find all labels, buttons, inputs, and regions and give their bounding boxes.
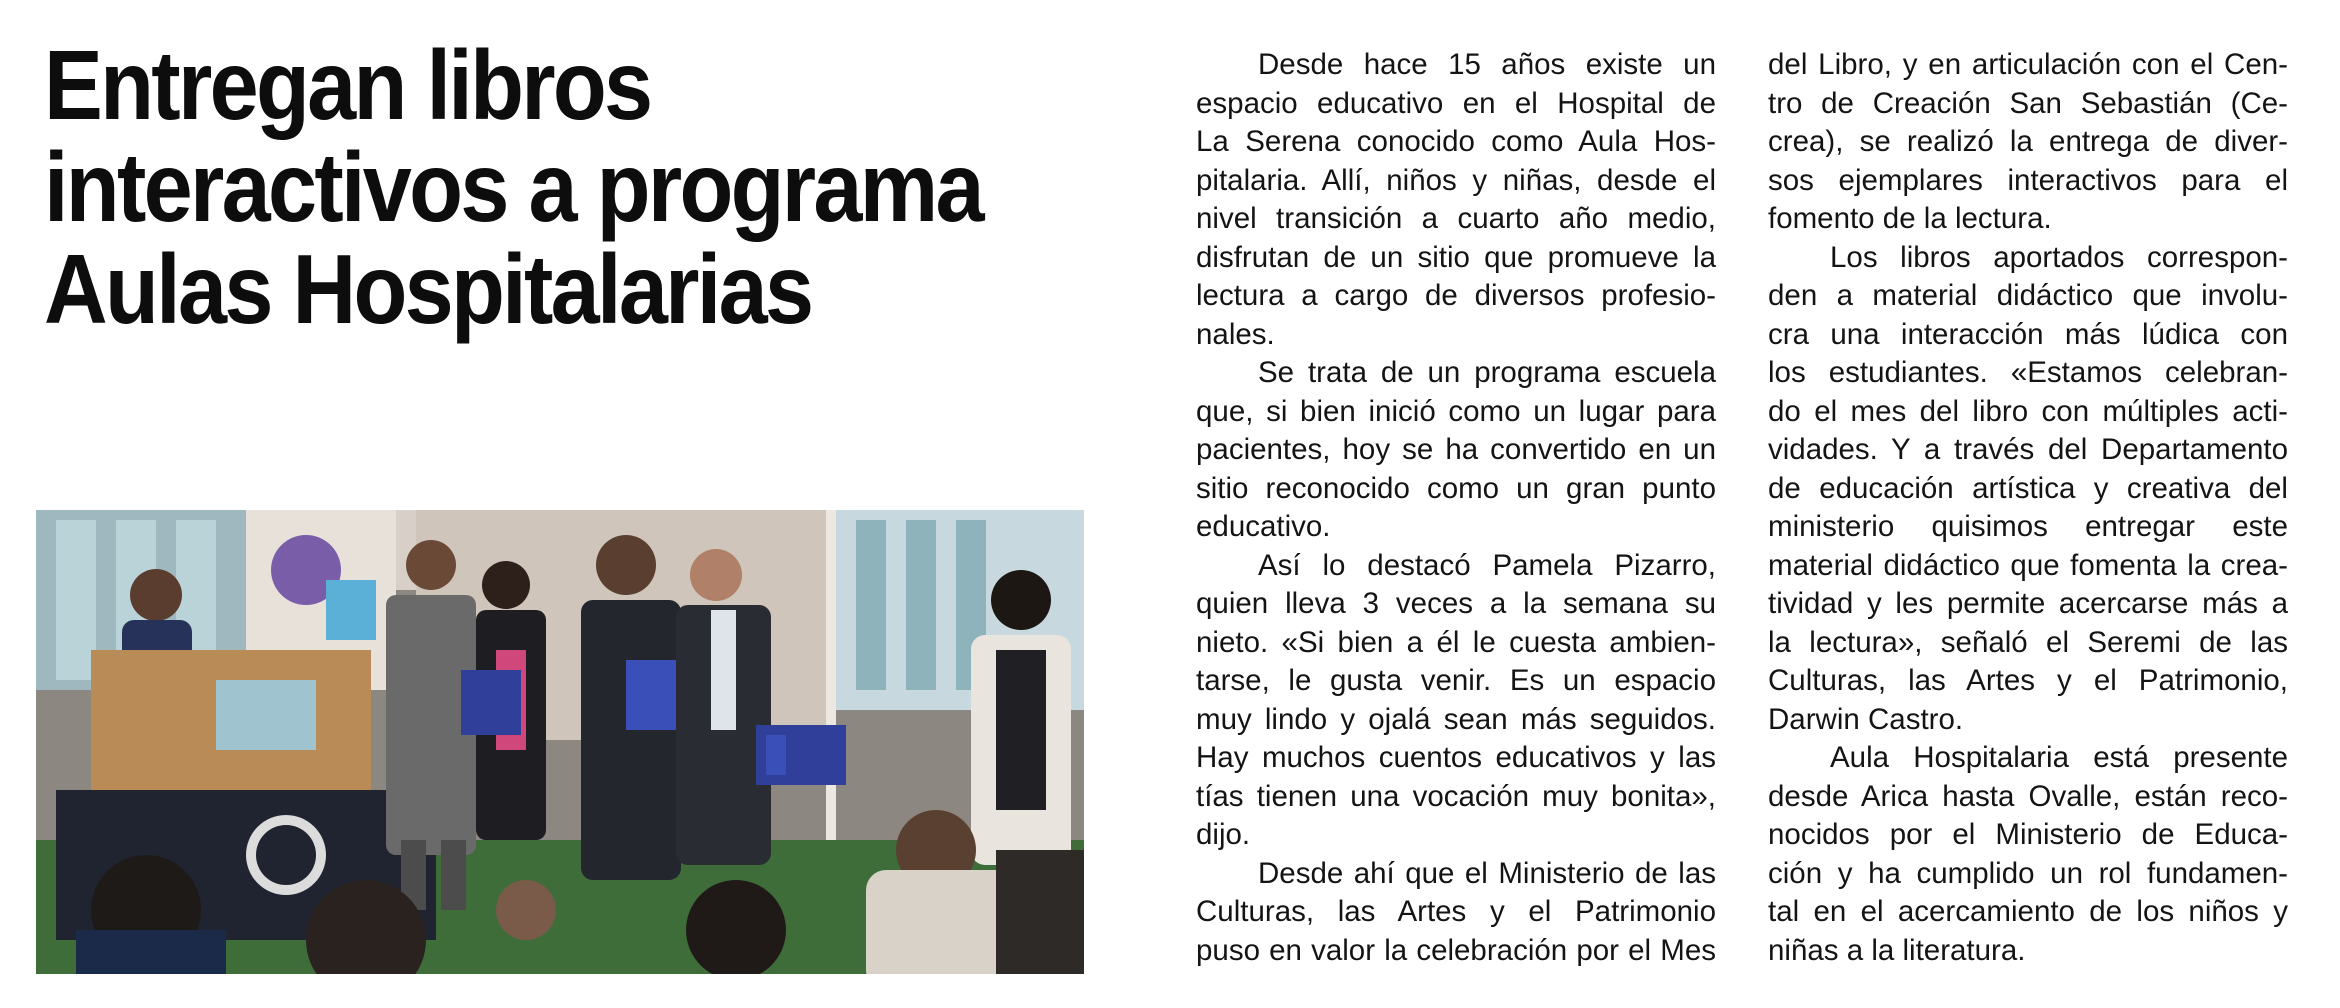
text-line: Se trata de un programa escuela <box>1258 356 1716 389</box>
text-line: Desde ahí que el Ministerio de las <box>1258 856 1716 890</box>
text-line: fomento de la lectura. <box>1768 202 2052 235</box>
text-line: la lectura», señaló el Seremi de las <box>1768 625 2288 659</box>
paragraph <box>1196 354 1716 547</box>
text-line: crea), se realizó la entrega de diver- <box>1768 125 2288 158</box>
text-line: nivel transición a cuarto año medio, <box>1196 202 1716 235</box>
headline-line: Entregan libros <box>44 30 651 140</box>
text-line: Así lo destacó Pamela Pizarro, <box>1258 548 1716 582</box>
text-line: puso en valor la celebración por el Mes <box>1196 933 1716 967</box>
text-line: cra una interacción más lúdica con <box>1768 317 2288 351</box>
text-line: de educación artística y creativa del <box>1768 471 2288 505</box>
text-line: quien lleva 3 veces a la semana su <box>1196 587 1716 620</box>
text-line: espacio educativo en el Hospital de <box>1196 86 1716 120</box>
text-line: desde Arica hasta Ovalle, están reco- <box>1768 779 2288 813</box>
text-line: tías tienen una vocación muy bonita», <box>1196 779 1716 813</box>
paragraph <box>1196 547 1716 855</box>
text-line: ministerio quisimos entregar este <box>1768 510 2288 543</box>
paragraph <box>1768 739 2288 970</box>
text-line: material didáctico que fomenta la crea- <box>1768 548 2288 582</box>
text-line: sitio reconocido como un gran punto <box>1196 471 1716 505</box>
text-line: nieto. «Si bien a él le cuesta ambien- <box>1196 625 1716 659</box>
text-line: do el mes del libro con múltiples acti- <box>1768 394 2288 428</box>
text-line: Aula Hospitalaria está presente <box>1830 741 2288 774</box>
text-column-2 <box>1768 46 2288 970</box>
paragraph <box>1768 46 2288 239</box>
photo-illustration <box>36 510 1084 974</box>
text-line: tro de Creación San Sebastián (Ce- <box>1768 86 2288 120</box>
text-line: sos ejemplares interactivos para el <box>1768 163 2288 197</box>
text-line: educativo. <box>1196 510 1331 543</box>
paragraph <box>1196 46 1716 354</box>
text-line: ción y ha cumplido un rol fundamen- <box>1768 856 2288 890</box>
text-line: Culturas, las Artes y el Patrimonio <box>1196 895 1716 928</box>
text-line: vidades. Y a través del Departamento <box>1768 433 2288 466</box>
paragraph <box>1768 239 2288 740</box>
text-line: que, si bien inició como un lugar para <box>1196 394 1716 428</box>
text-line: muy lindo y ojalá sean más seguidos. <box>1196 702 1716 736</box>
headline-line: Aulas Hospitalarias <box>44 234 812 344</box>
text-line: Darwin Castro. <box>1768 702 1964 736</box>
text-line: Culturas, las Artes y el Patrimonio, <box>1768 664 2288 697</box>
text-line: den a material didáctico que involu- <box>1768 279 2288 312</box>
text-line: lectura a cargo de diversos profesio- <box>1196 279 1716 312</box>
text-line: del Libro, y en articulación con el Cen- <box>1768 48 2288 81</box>
text-line: Hay muchos cuentos educativos y las <box>1196 741 1716 774</box>
text-line: Desde hace 15 años existe un <box>1258 48 1716 81</box>
article-photo <box>36 510 1084 974</box>
text-line: La Serena conocido como Aula Hos- <box>1196 125 1716 158</box>
text-line: tal en el acercamiento de los niños y <box>1768 895 2288 928</box>
text-line: dijo. <box>1196 818 1251 851</box>
headline-line: interactivos a programa <box>44 132 982 242</box>
text-line: niñas a la literatura. <box>1768 933 2026 967</box>
article-headline <box>44 30 998 344</box>
text-line: nocidos por el Ministerio de Educa- <box>1768 818 2288 851</box>
text-column-1 <box>1196 46 1716 970</box>
text-line: Los libros aportados correspon- <box>1830 240 2288 274</box>
text-line: pitalaria. Allí, niños y niñas, desde el <box>1196 163 1716 197</box>
text-line: disfrutan de un sitio que promueve la <box>1196 240 1716 274</box>
text-line: pacientes, hoy se ha convertido en un <box>1196 433 1716 466</box>
text-line: los estudiantes. «Estamos celebran- <box>1768 356 2288 389</box>
paragraph <box>1196 855 1716 971</box>
text-line: tarse, le gusta venir. Es un espacio <box>1196 664 1716 697</box>
text-line: nales. <box>1196 317 1275 351</box>
text-line: tividad y les permite acercarse más a <box>1768 587 2288 620</box>
